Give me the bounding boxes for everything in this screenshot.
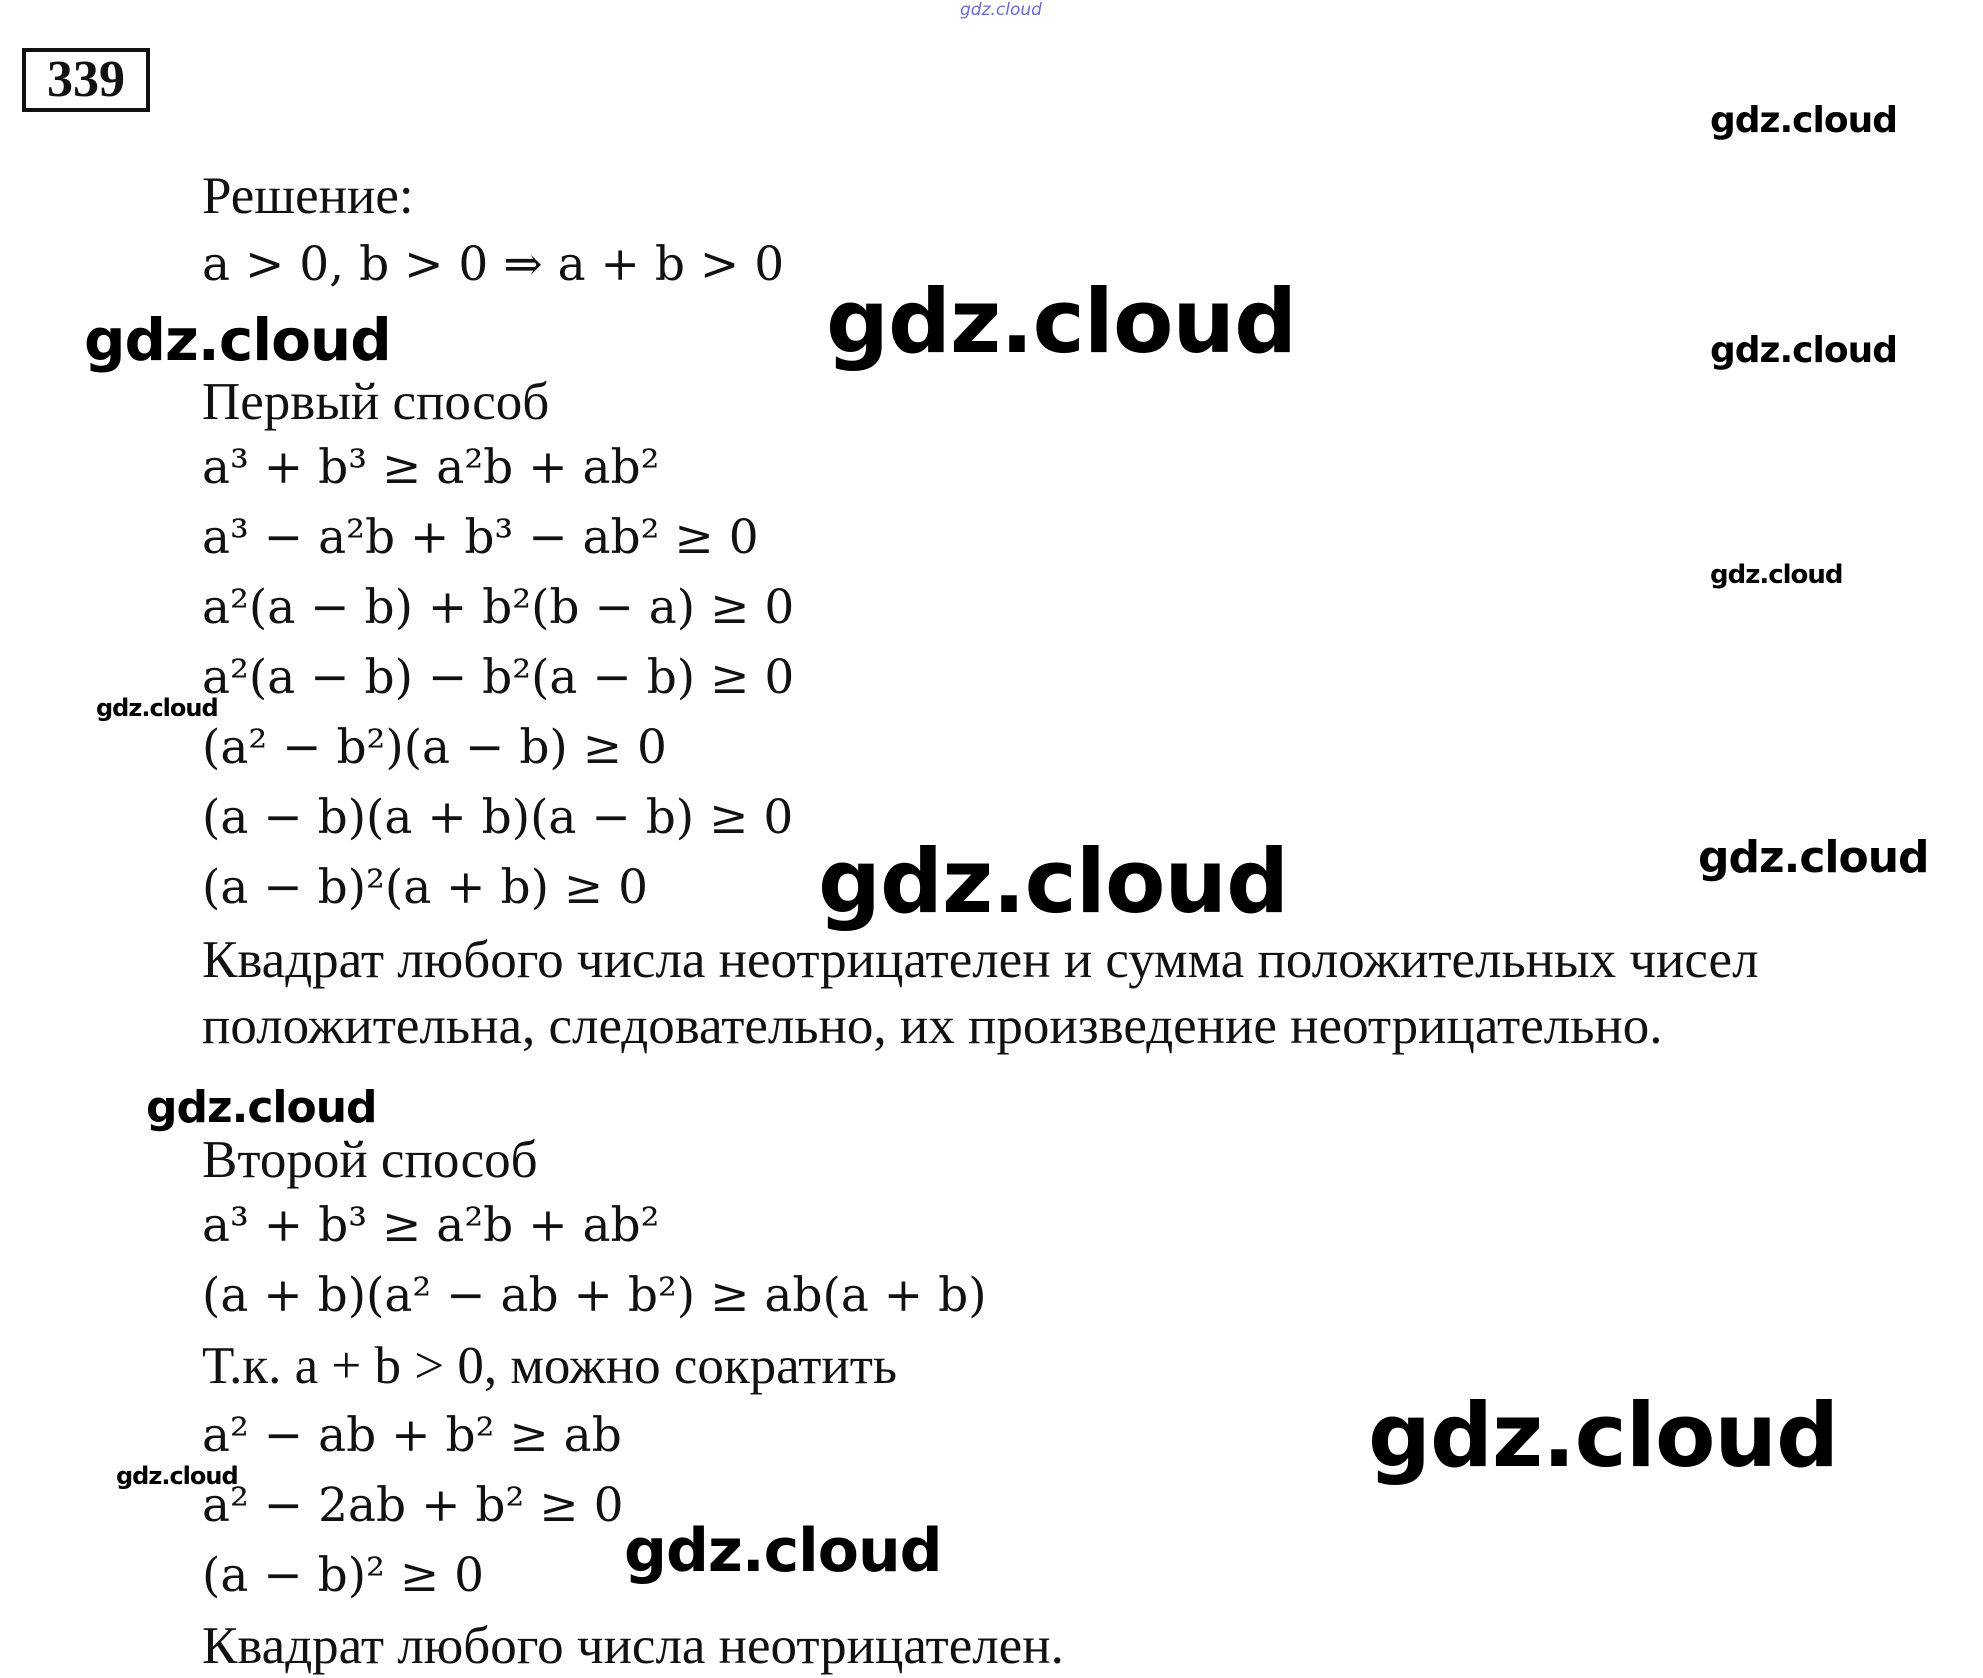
method1-step: a³ + b³ ≥ a²b + ab² <box>202 440 660 495</box>
watermark: gdz.cloud <box>1710 100 1897 141</box>
watermark: gdz.cloud <box>146 1082 377 1133</box>
watermark: gdz.cloud <box>826 270 1297 373</box>
method1-step: a²(a − b) − b²(a − b) ≥ 0 <box>202 650 795 705</box>
method2-step: Т.к. a + b > 0, можно сократить <box>202 1337 898 1395</box>
method1-conclusion: Квадрат любого числа неотрицателен и сумма положительных чисел <box>202 931 1759 989</box>
method2-title: Второй способ <box>202 1131 538 1189</box>
method1-step: (a − b)²(a + b) ≥ 0 <box>202 860 649 915</box>
watermark: gdz.cloud <box>1698 832 1929 883</box>
method2-conclusion: Квадрат любого числа неотрицателен. <box>202 1617 1064 1675</box>
watermark-top: gdz.cloud <box>960 0 1042 20</box>
method1-conclusion: положительна, следовательно, их произведение неотрицательно. <box>202 997 1663 1055</box>
problem-number: 339 <box>22 48 150 112</box>
watermark: gdz.cloud <box>818 830 1289 933</box>
method1-title: Первый способ <box>202 373 550 431</box>
watermark: gdz.cloud <box>1368 1384 1839 1487</box>
watermark: gdz.cloud <box>1710 330 1897 371</box>
watermark: gdz.cloud <box>84 306 391 374</box>
method2-step: a² − ab + b² ≥ ab <box>202 1408 622 1463</box>
premise-line: a > 0, b > 0 ⇒ a + b > 0 <box>202 237 785 292</box>
watermark: gdz.cloud <box>1710 560 1843 590</box>
method1-step: a²(a − b) + b²(b − a) ≥ 0 <box>202 580 795 635</box>
method2-step: a² − 2ab + b² ≥ 0 <box>202 1478 624 1533</box>
solution-heading: Решение: <box>202 167 414 225</box>
method1-step: (a − b)(a + b)(a − b) ≥ 0 <box>202 790 794 845</box>
method2-step: (a + b)(a² − ab + b²) ≥ ab(a + b) <box>202 1268 987 1323</box>
method1-step: (a² − b²)(a − b) ≥ 0 <box>202 720 667 775</box>
method2-step: (a − b)² ≥ 0 <box>202 1548 485 1603</box>
watermark: gdz.cloud <box>624 1516 942 1586</box>
method2-step: a³ + b³ ≥ a²b + ab² <box>202 1198 660 1253</box>
watermark: gdz.cloud <box>116 1462 238 1490</box>
watermark: gdz.cloud <box>96 694 218 722</box>
method1-step: a³ − a²b + b³ − ab² ≥ 0 <box>202 510 759 565</box>
